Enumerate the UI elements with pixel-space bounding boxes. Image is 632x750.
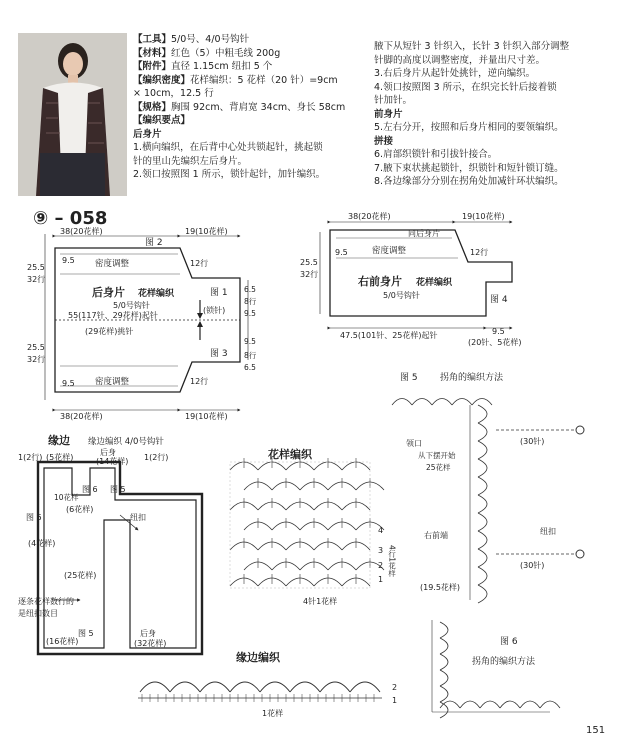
edging-back2: (14花样) xyxy=(96,457,129,466)
fig5-c30b: (30针) xyxy=(520,561,545,570)
fig5-top-arc xyxy=(432,399,452,406)
edging-s5: (5花样) xyxy=(46,453,74,462)
spec-line-step2: 2.领口按照图 1 所示，锁针起针，加针编织。 xyxy=(133,169,326,180)
spec-line-accessory: 【附件】直径 1.15cm 纽扣 5 个 xyxy=(133,61,273,72)
spec-line-gauge: 【编织密度】花样编织：5 花样（20 针）=9cm xyxy=(133,74,338,86)
spec-right-9: 8.各边缘部分分别在拐角处加减针环状编织。 xyxy=(374,176,564,187)
front-pattern: 花样编织 xyxy=(416,278,453,288)
back-d65-top: 6.5 xyxy=(244,285,256,294)
edging-back3: 后身 xyxy=(140,629,156,638)
edging-title: 缘边 xyxy=(48,434,70,447)
front-bot-2: 9.5 xyxy=(492,327,505,336)
fig6-bottom-arc xyxy=(480,701,500,708)
edging-r2: 1(2行) xyxy=(144,453,169,462)
border-arc xyxy=(170,682,200,692)
edging-s32: (32花样) xyxy=(134,639,167,648)
spec-line-gauge-2: × 10cm，12.5 行 xyxy=(133,88,214,99)
edging-fig6b: 图 6 xyxy=(26,513,42,522)
front-same: 同后身片 xyxy=(408,229,440,238)
front-hook: 5/0号钩针 xyxy=(383,291,420,300)
edging-s16: (16花样) xyxy=(46,637,79,646)
spec-line-step1b: 针的里山先编织左后身片。 xyxy=(133,155,248,167)
back-fig3: 图 3 xyxy=(210,349,228,359)
edging-s4: (4花样) xyxy=(28,539,56,548)
fig6-caption: 拐角的编织方法 xyxy=(472,657,536,667)
fig6-side-arc xyxy=(440,686,448,702)
border-arc xyxy=(320,682,350,692)
fig6-corner-chart xyxy=(432,620,560,718)
fig5-button: 纽扣 xyxy=(540,527,556,536)
fig5-side-arc xyxy=(478,513,487,531)
fig5-r195: (19.5花样) xyxy=(420,583,461,592)
back-r8-bottom: 8行 xyxy=(244,351,257,360)
border-row-1: 1 xyxy=(392,696,398,705)
fig6-side-arc xyxy=(440,638,448,654)
border-row-2: 2 xyxy=(392,683,398,692)
fig6-title: 图 6 xyxy=(500,637,518,647)
back-d95-side-2: 9.5 xyxy=(244,337,256,346)
fig5-button-loop-bottom xyxy=(576,550,584,558)
pattern-stitch-label: 4针1花样 xyxy=(303,597,338,606)
fig5-side-arc xyxy=(478,495,487,513)
fig5-top-arc xyxy=(412,399,432,406)
back-piece-diagram xyxy=(45,234,248,410)
back-pick: (29花样)挑针 xyxy=(85,327,134,336)
edging-fig5a: 图 5 xyxy=(110,485,126,494)
fig5-c30a: (30针) xyxy=(520,437,545,446)
pattern-stitch-chart xyxy=(230,458,384,588)
fig6-bottom-arc xyxy=(440,701,460,708)
edging-s25: (25花样) xyxy=(64,571,97,580)
back-bot-dim-1: 38(20花样) xyxy=(60,412,103,421)
fig5-top-arc xyxy=(452,399,472,406)
fig5-top-arc xyxy=(472,399,492,406)
fig6-bottom-arc xyxy=(520,701,540,708)
edging-note2: 是纽扣数目 xyxy=(18,609,58,618)
pattern-row-2: 2 xyxy=(378,561,384,570)
edging-s6: (6花样) xyxy=(66,505,94,514)
edging-fig5b: 图 5 xyxy=(78,629,94,638)
fig5-side-arc xyxy=(478,405,487,423)
spec-right-join-heading: 拼接 xyxy=(374,135,394,147)
fig5-from: 从下摆开始 xyxy=(418,451,456,460)
back-r8-top: 8行 xyxy=(244,297,257,306)
fig5-side-arc xyxy=(478,531,487,549)
fig6-side-arc xyxy=(440,702,448,718)
fig5-corner-chart xyxy=(392,399,584,604)
back-start: 55(117针、29花样)起针 xyxy=(68,311,158,320)
edging-button: 纽扣 xyxy=(130,513,146,522)
spec-line-size: 【规格】胸围 92cm、背肩宽 34cm、身长 58cm xyxy=(133,101,346,113)
front-fig4: 图 4 xyxy=(490,295,508,305)
front-left: 25.5 xyxy=(300,258,318,267)
fig5-caption: 拐角的编织方法 xyxy=(440,373,504,383)
fig6-bottom-arc xyxy=(540,701,560,708)
back-top-dim-2: 19(10花样) xyxy=(185,227,228,236)
pattern-frame xyxy=(230,462,370,588)
edging-fig6a: 图 6 xyxy=(82,485,98,494)
spec-line-step1: 1.横向编织，在后背中心处共锁起针，挑起锁 xyxy=(133,142,323,153)
fig5-side-arc xyxy=(478,441,487,459)
border-arc xyxy=(260,682,290,692)
fig6-side-arc xyxy=(440,670,448,686)
fig6-bottom-arc xyxy=(460,701,480,708)
pattern-row-label: 4行1花样 xyxy=(387,545,397,578)
spec-right-3: 3.右后身片从起针处挑针，逆向编织。 xyxy=(374,68,536,79)
page-number: 151 xyxy=(586,725,606,736)
back-bot-dim-2: 19(10花样) xyxy=(185,412,228,421)
back-adj-top: 密度调整 xyxy=(95,259,130,269)
border-arc xyxy=(230,682,260,692)
front-r12: 12行 xyxy=(470,248,489,257)
fig5-r25: 25花样 xyxy=(426,463,451,472)
edging-note1: 逐条花样数行的 xyxy=(18,597,74,606)
fig5-side-arc xyxy=(478,477,487,495)
front-d95: 9.5 xyxy=(335,248,348,257)
back-hook: 5/0号钩针 xyxy=(113,301,150,310)
back-lock: (锁针) xyxy=(203,306,226,315)
edging-subtitle: 缘边编织 4/0号钩针 xyxy=(88,437,164,447)
back-r12-bottom: 12行 xyxy=(190,377,209,386)
fig5-top-arc xyxy=(392,399,412,406)
front-top-1: 38(20花样) xyxy=(348,212,391,221)
edging-back: 后身 xyxy=(100,448,116,457)
spec-right-5: 针加针。 xyxy=(374,95,413,106)
pattern-title: 花样编织 xyxy=(268,448,312,461)
back-pattern: 花样编织 xyxy=(138,289,175,299)
front-top-2: 19(10花样) xyxy=(462,212,505,221)
fig5-side-arc xyxy=(478,423,487,441)
spec-right-1: 腋下从短针 3 针织入，长针 3 针织入部分调整 xyxy=(374,41,570,52)
back-d65-bottom: 6.5 xyxy=(244,363,256,372)
fig5-neck: 领口 xyxy=(406,439,422,448)
back-d95-bottom: 9.5 xyxy=(62,379,75,388)
fig6-side-arc xyxy=(440,622,448,638)
back-adj-bottom: 密度调整 xyxy=(95,377,130,387)
pattern-row-4: 4 xyxy=(378,526,384,535)
spec-right-front-heading: 前身片 xyxy=(374,108,403,120)
front-leftr: 32行 xyxy=(300,270,319,279)
spec-right-7: 6.肩部织锁针和引拔针接合。 xyxy=(374,149,498,160)
spec-right-4: 4.领口按照图 3 所示，在织完长针后接着锁 xyxy=(374,81,557,93)
border-arc xyxy=(290,682,320,692)
back-d95-top: 9.5 xyxy=(62,256,75,265)
border-unit: 1花样 xyxy=(262,709,284,718)
back-top-dim-1: 38(20花样) xyxy=(60,227,103,236)
back-left-1r: 32行 xyxy=(27,275,46,284)
back-left-2r: 32行 xyxy=(27,355,46,364)
back-r12-top: 12行 xyxy=(190,259,209,268)
edging-s10: 10花样 xyxy=(54,493,79,502)
front-title: 右前身片 xyxy=(358,275,402,288)
border-stitch-chart xyxy=(138,682,382,702)
border-arc xyxy=(200,682,230,692)
spec-line-points: 【编织要点】 xyxy=(133,115,191,126)
back-fig2-label: 图 2 xyxy=(145,238,163,248)
pattern-row-3: 3 xyxy=(378,546,384,555)
fig5-side-arc xyxy=(478,549,487,567)
back-fig1: 图 1 xyxy=(210,288,228,298)
border-arc xyxy=(350,682,380,692)
back-left-1: 25.5 xyxy=(27,263,45,272)
fig5-side-arc xyxy=(478,459,487,477)
spec-right-2: 针脚的高度以调整密度，并量出尺寸差。 xyxy=(374,54,546,66)
spec-line-material: 【材料】红色（5）中粗毛线 200g xyxy=(133,47,281,59)
pattern-row-1: 1 xyxy=(378,575,384,584)
fig5-button-loop-top xyxy=(576,426,584,434)
front-bot-2b: (20针、5花样) xyxy=(468,338,522,347)
border-title: 缘边编织 xyxy=(236,651,280,664)
front-adj: 密度调整 xyxy=(372,246,407,256)
back-title: 后身片 xyxy=(92,286,125,299)
edging-r1: 1(2行) xyxy=(18,453,43,462)
spec-right-8: 7.腋下束状挑起锁针，织锁针和短针锁订缝。 xyxy=(374,162,564,174)
fig5-side-arc xyxy=(478,585,487,603)
spec-line-tools: 【工具】5/0号、4/0号钩针 xyxy=(133,34,250,45)
fig5-front: 右前端 xyxy=(424,531,448,540)
fig5-title: 图 5 xyxy=(400,373,418,383)
spec-right-6: 5.左右分开，按照和后身片相同的要领编织。 xyxy=(374,122,564,133)
front-bot-1: 47.5(101针、25花样)起针 xyxy=(340,331,438,340)
spec-heading-back: 后身片 xyxy=(133,128,162,140)
fig6-bottom-arc xyxy=(500,701,520,708)
border-arc xyxy=(140,682,170,692)
fig5-side-arc xyxy=(478,567,487,585)
fig6-side-arc xyxy=(440,654,448,670)
project-number: ⑨ – 058 xyxy=(33,208,108,229)
back-left-2: 25.5 xyxy=(27,343,45,352)
back-d95-side: 9.5 xyxy=(244,309,256,318)
